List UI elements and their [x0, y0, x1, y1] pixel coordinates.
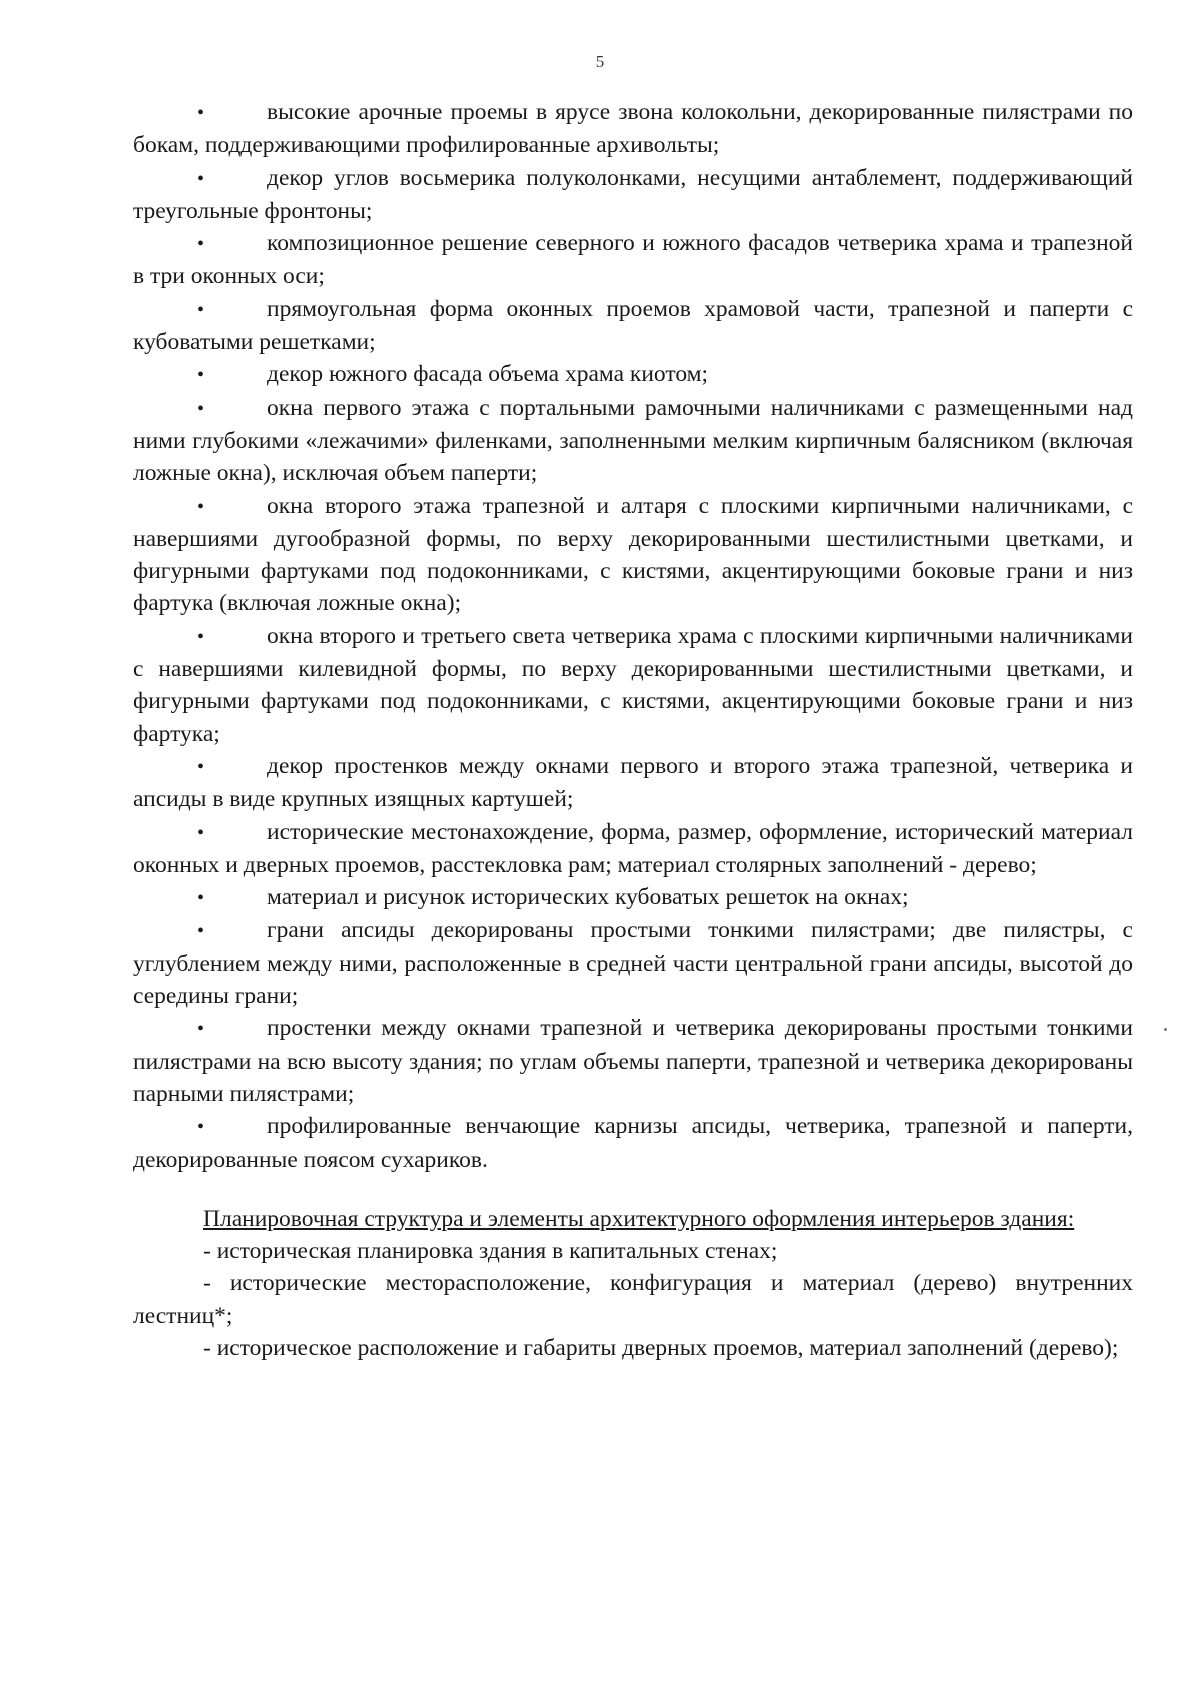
list-item: - историческое расположение и габариты дверных проемов, материал заполнений (дерево);	[203, 1334, 1119, 1361]
list-item: • материал и рисунок исторических кубоватых решеток на окнах;	[197, 884, 909, 911]
list-item-text: профилированные венчающие карнизы апсиды, четверика, трапезной и паперти, декорированные поясом сухариков.	[133, 1113, 1133, 1173]
list-item: • высокие арочные проемы в ярусе звона колокольни, декорированные пилястрами по бокам, поддерживающими профилированные архивольты;	[133, 99, 1133, 159]
list-item: • исторические местонахождение, форма, размер, оформление, исторический материал оконных и дверных проемов, расстекловка рам; материал столярных заполнений - дерево;	[133, 818, 1133, 878]
list-item-text: грани апсиды декорированы простыми тонкими пилястрами; две пилястры, с углублением между ними, расположенные в средней части центральной грани апсиды, высотой до середины грани;	[133, 917, 1133, 1010]
list-item: • композиционное решение северного и южного фасадов четверика храма и трапезной в три оконных оси;	[133, 230, 1133, 290]
list-item-text: декор южного фасада объема храма киотом;	[267, 361, 709, 388]
list-item-text: окна второго и третьего света четверика храма с плоскими кирпичными наличниками с навершиями килевидной формы, по верху декорированными шестилистными цветками, и фигурными фартуками под подоконниками, с кистями, акцентирующими боковые грани и низ фартука;	[133, 622, 1133, 747]
list-item: • декор южного фасада объема храма киотом;	[197, 361, 709, 388]
page-number: 5	[595, 52, 605, 71]
list-item: • грани апсиды декорированы простыми тонкими пилястрами; две пилястры, с углублением между ними, расположенные в средней части центральной грани апсиды, высотой до середины грани;	[133, 917, 1133, 1010]
list-item-text: композиционное решение северного и южного фасадов четверика храма и трапезной в три оконных оси;	[133, 230, 1133, 290]
list-item: • декор простенков между окнами первого и второго этажа трапезной, четверика и апсиды в виде крупных изящных картушей;	[133, 752, 1133, 813]
list-item: - исторические месторасположение, конфигурация и материал (дерево) внутренних лестниц*;	[133, 1270, 1133, 1329]
list-item: • окна второго и третьего света четверика храма с плоскими кирпичными наличниками с навершиями килевидной формы, по верху декорированными шестилистными цветками, и фигурными фартуками под подоконниками, с кистями, акцентирующими боковые грани и низ фартука;	[133, 622, 1133, 747]
bullet-list	[133, 96, 1133, 1176]
list-item-text: декор простенков между окнами первого и второго этажа трапезной, четверика и апсиды в виде крупных изящных картушей;	[133, 752, 1133, 813]
document-body	[133, 96, 1133, 1364]
list-item-text: прямоугольная форма оконных проемов храмовой части, трапезной и паперти с кубоватыми решетками;	[133, 295, 1133, 356]
list-item-text: исторические местонахождение, форма, размер, оформление, исторический материал оконных и дверных проемов, расстекловка рам; материал столярных заполнений - дерево;	[133, 818, 1133, 878]
list-item: • профилированные венчающие карнизы апсиды, четверика, трапезной и паперти, декорированные поясом сухариков.	[133, 1113, 1133, 1173]
list-item-text: высокие арочные проемы в ярусе звона колокольни, декорированные пилястрами по бокам, поддерживающими профилированные архивольты;	[133, 99, 1133, 159]
list-item: - историческая планировка здания в капитальных стенах;	[203, 1238, 778, 1265]
section-heading: Планировочная структура и элементы архитектурного оформления интерьеров здания:	[203, 1205, 1075, 1232]
list-item: • окна второго этажа трапезной и алтаря с плоскими кирпичными наличниками, с навершиями дугообразной формы, по верху декорированными шестилистными цветками, и фигурными фартуками под подоконниками, с кистями, акцентирующими боковые грани и низ фартука (включая ложные окна);	[133, 492, 1133, 617]
list-item: • прямоугольная форма оконных проемов храмовой части, трапезной и паперти с кубоватыми решетками;	[133, 295, 1133, 356]
list-item-text: декор углов восьмерика полуколонками, несущими антаблемент, поддерживающий треугольные фронтоны;	[133, 164, 1133, 224]
list-item: • окна первого этажа с портальными рамочными наличниками с размещенными над ними глубокими «лежачими» филенками, заполненными мелким кирпичным балясником (включая ложные окна), исключая объем паперти;	[133, 394, 1133, 487]
list-item-text: материал и рисунок исторических кубоватых решеток на окнах;	[267, 884, 909, 911]
list-item: • простенки между окнами трапезной и четверика декорированы простыми тонкими пилястрами на всю высоту здания; по углам объемы паперти, трапезной и четверика декорированы парными пилястрами;	[133, 1015, 1133, 1107]
list-item-text: окна первого этажа с портальными рамочными наличниками с размещенными над ними глубокими «лежачими» филенками, заполненными мелким кирпичным балясником (включая ложные окна), исключая объем паперти;	[133, 394, 1133, 487]
dash-list	[133, 1235, 1133, 1364]
list-item-text: простенки между окнами трапезной и четверика декорированы простыми тонкими пилястрами на всю высоту здания; по углам объемы паперти, трапезной и четверика декорированы парными пилястрами;	[133, 1015, 1133, 1107]
scan-speck	[1164, 1028, 1167, 1031]
list-item-text: окна второго этажа трапезной и алтаря с плоскими кирпичными наличниками, с навершиями дугообразной формы, по верху декорированными шестилистными цветками, и фигурными фартуками под подоконниками, с кистями, акцентирующими боковые грани и низ фартука (включая ложные окна);	[133, 492, 1133, 617]
list-item: • декор углов восьмерика полуколонками, несущими антаблемент, поддерживающий треугольные фронтоны;	[133, 164, 1133, 224]
